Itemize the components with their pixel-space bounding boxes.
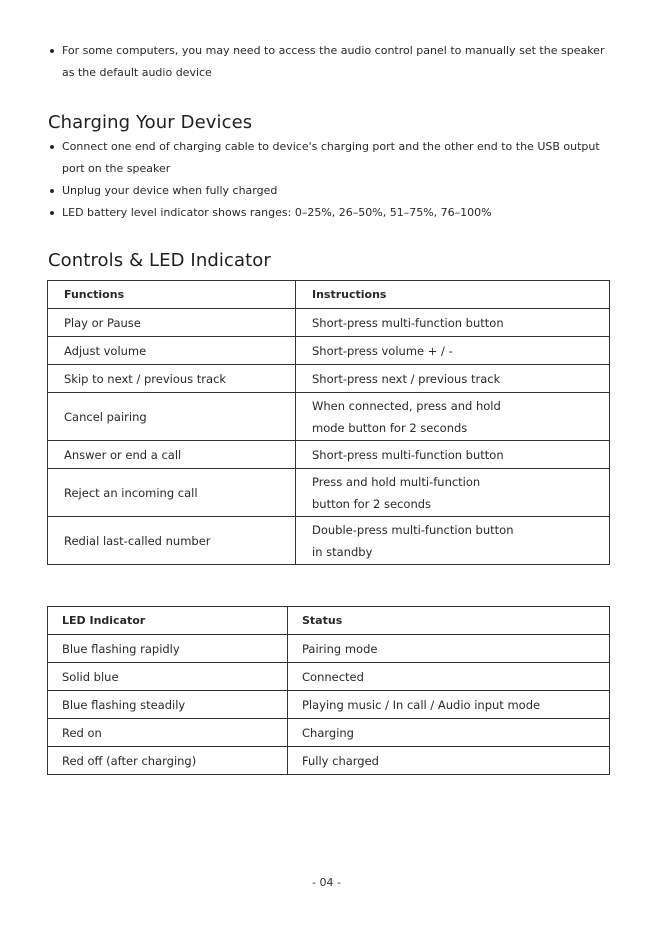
indicator-cell: Solid blue: [48, 663, 288, 691]
charging-bullet: Unplug your device when fully charged: [48, 180, 613, 202]
functions-column-header: Functions: [48, 281, 296, 309]
status-cell: Connected: [288, 663, 610, 691]
instruction-cell: Short-press next / previous track: [296, 365, 610, 393]
table-row: [48, 469, 610, 517]
instruction-cell: [296, 469, 610, 517]
function-cell: Cancel pairing: [48, 393, 296, 441]
instruction-line: Press and hold multi-function: [312, 474, 481, 489]
intro-bullet-list: [48, 40, 613, 84]
table-row: [48, 691, 610, 719]
status-cell: Pairing mode: [288, 635, 610, 663]
table-row: [48, 441, 610, 469]
instruction-line: button for 2 seconds: [312, 496, 432, 511]
table-row: [48, 309, 610, 337]
table-row: [48, 719, 610, 747]
instruction-line: Double-press multi-function button: [312, 522, 514, 537]
charging-heading: Charging Your Devices: [48, 112, 253, 133]
led-header-row: [48, 607, 610, 635]
controls-header-row: [48, 281, 610, 309]
function-cell: Reject an incoming call: [48, 469, 296, 517]
instruction-cell: Short-press multi-function button: [296, 441, 610, 469]
instruction-cell: Short-press volume + / -: [296, 337, 610, 365]
function-cell: Play or Pause: [48, 309, 296, 337]
table-row: [48, 337, 610, 365]
indicator-cell: Red off (after charging): [48, 747, 288, 775]
status-column-header: Status: [288, 607, 610, 635]
function-cell: Adjust volume: [48, 337, 296, 365]
function-cell: Skip to next / previous track: [48, 365, 296, 393]
controls-table: [47, 280, 610, 565]
table-row: [48, 517, 610, 565]
instruction-line: in standby: [312, 544, 373, 559]
indicator-cell: Blue flashing steadily: [48, 691, 288, 719]
charging-bullet: LED battery level indicator shows ranges: 0–25%, 26–50%, 51–75%, 76–100%: [48, 202, 613, 224]
indicator-cell: Red on: [48, 719, 288, 747]
led-indicator-column-header: LED Indicator: [48, 607, 288, 635]
instructions-column-header: Instructions: [296, 281, 610, 309]
instruction-cell: [296, 393, 610, 441]
table-row: [48, 747, 610, 775]
function-cell: Answer or end a call: [48, 441, 296, 469]
controls-heading: Controls & LED Indicator: [48, 250, 271, 271]
intro-bullet: For some computers, you may need to access the audio control panel to manually set the speaker as the default audio device: [48, 40, 613, 84]
table-row: [48, 635, 610, 663]
led-table: [47, 606, 610, 775]
indicator-cell: Blue flashing rapidly: [48, 635, 288, 663]
table-row: [48, 393, 610, 441]
charging-bullet: Connect one end of charging cable to device's charging port and the other end to the USB output port on the speaker: [48, 136, 613, 180]
function-cell: Redial last-called number: [48, 517, 296, 565]
status-cell: Playing music / In call / Audio input mode: [288, 691, 610, 719]
instruction-cell: Short-press multi-function button: [296, 309, 610, 337]
charging-bullet-list: [48, 136, 613, 224]
table-row: [48, 365, 610, 393]
instruction-line: When connected, press and hold: [312, 398, 501, 413]
page-number: - 04 -: [312, 876, 341, 889]
instruction-line: mode button for 2 seconds: [312, 420, 468, 435]
table-row: [48, 663, 610, 691]
status-cell: Fully charged: [288, 747, 610, 775]
status-cell: Charging: [288, 719, 610, 747]
instruction-cell: [296, 517, 610, 565]
